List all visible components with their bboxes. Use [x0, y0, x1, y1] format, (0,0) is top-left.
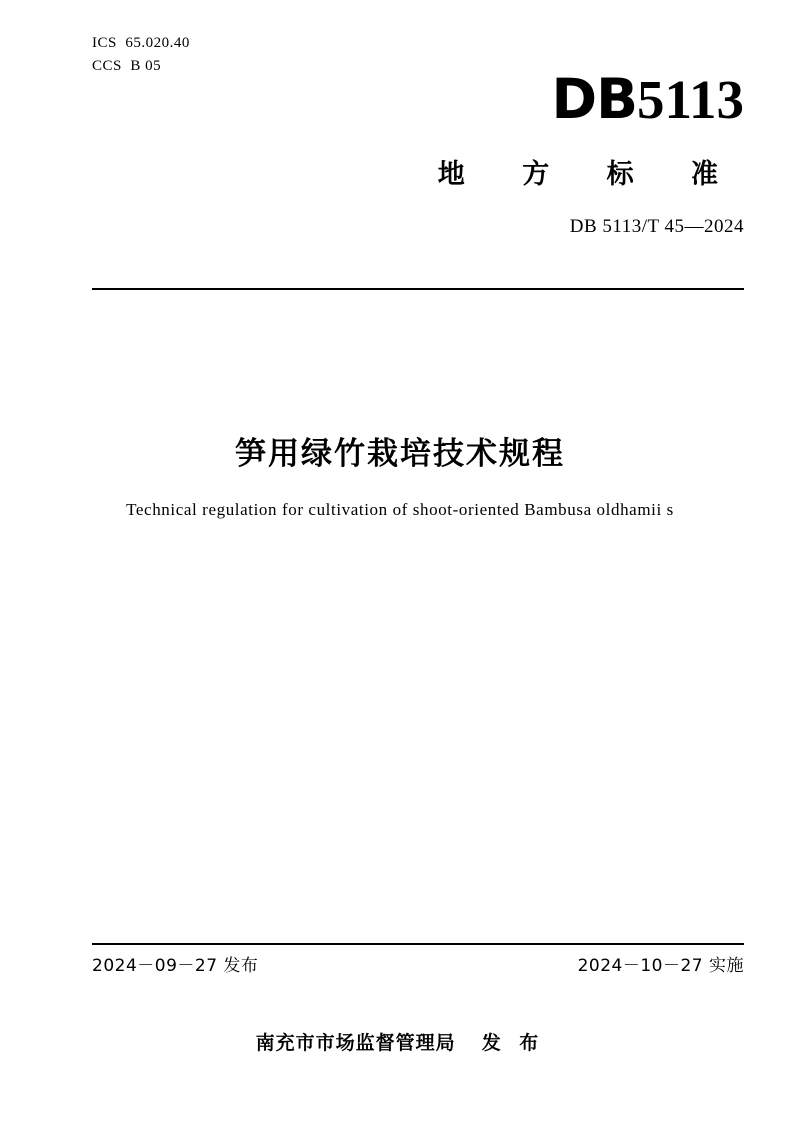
implementation-date: 2024－10－27 实施: [577, 956, 744, 976]
page-title-en: Technical regulation for cultivation of shoot-oriented Bambusa oldhamii s: [126, 500, 674, 519]
publisher: [0, 1028, 800, 1055]
publisher-action: 发 布: [481, 1032, 545, 1054]
top-divider: [92, 288, 744, 290]
standard-number: DB 5113/T 45—2024: [569, 216, 744, 237]
page-title-cn: 笋用绿竹栽培技术规程: [235, 436, 565, 472]
ics-code: ICS 65.020.40: [92, 35, 190, 51]
standard-type-label: 地 方 标 准: [437, 159, 742, 190]
ccs-code: CCS B 05: [92, 58, 162, 75]
db-logo: [551, 67, 744, 131]
db-logo-number: 5113: [637, 69, 744, 130]
issue-date: 2024－09－27 发布: [92, 956, 259, 976]
classification-codes: [92, 32, 190, 79]
publisher-name: 南充市市场监督管理局: [255, 1032, 456, 1054]
db-logo-prefix: DB: [551, 67, 638, 131]
bottom-divider: [92, 943, 744, 945]
